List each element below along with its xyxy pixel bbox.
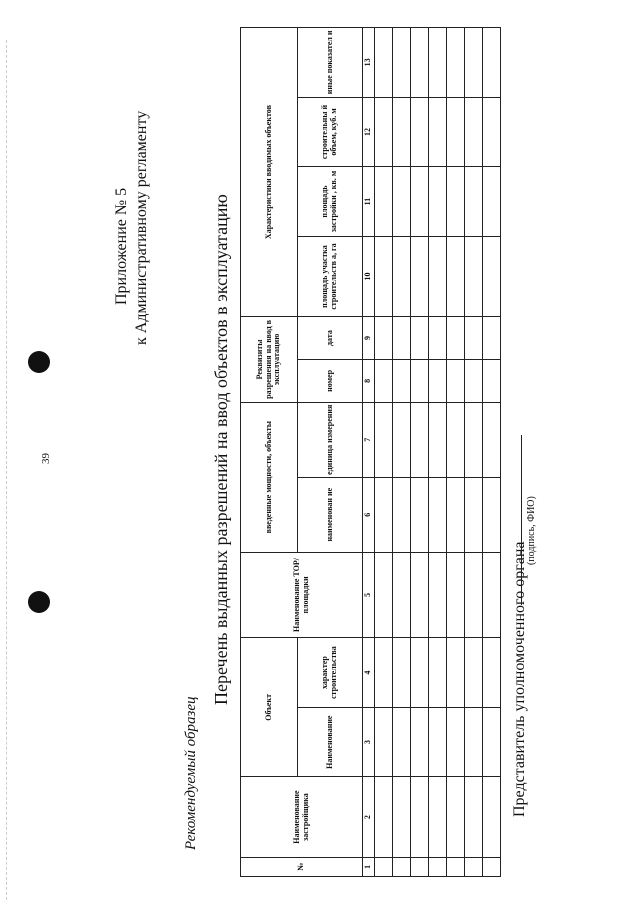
table-cell [429, 552, 447, 638]
header-characteristics: Характеристики вводимых объектов [241, 28, 298, 317]
permits-table [240, 27, 501, 877]
table-row [375, 28, 393, 877]
table-cell [375, 638, 393, 708]
table-cell [393, 402, 411, 477]
table-cell [393, 638, 411, 708]
table-cell [393, 552, 411, 638]
table-cell [465, 857, 483, 876]
table-cell [429, 402, 447, 477]
table-cell [393, 167, 411, 237]
table-row [429, 28, 447, 877]
table-cell [411, 317, 429, 360]
table-cell [447, 402, 465, 477]
header-capacity-unit: единица измерения [298, 402, 363, 477]
table-cell [375, 167, 393, 237]
header-row-1 [241, 28, 298, 877]
header-capacity-name: наименован ие [298, 477, 363, 552]
table-cell [429, 167, 447, 237]
col-number: 11 [363, 167, 375, 237]
table-cell [429, 707, 447, 777]
table-cell [447, 28, 465, 98]
header-building-area: площадь застройки , кв. м [298, 167, 363, 237]
table-cell [465, 638, 483, 708]
table-cell [483, 477, 501, 552]
table-cell [411, 777, 429, 857]
appendix-title: Приложение № 5 [113, 187, 130, 305]
table-cell [393, 707, 411, 777]
signature-line [521, 435, 522, 605]
table-cell [447, 857, 465, 876]
sample-label: Рекомендуемый образец [183, 696, 199, 850]
table-cell [447, 317, 465, 360]
table-cell [483, 552, 501, 638]
table-cell [447, 707, 465, 777]
table-cell [429, 359, 447, 402]
table-cell [483, 97, 501, 167]
header-other: иные показател и [298, 28, 363, 98]
table-cell [465, 552, 483, 638]
col-number: 3 [363, 707, 375, 777]
table-cell [483, 707, 501, 777]
table-cell [447, 236, 465, 316]
table-cell [429, 236, 447, 316]
table-cell [483, 857, 501, 876]
col-number: 12 [363, 97, 375, 167]
table-cell [465, 402, 483, 477]
table-cell [465, 317, 483, 360]
table-cell [375, 477, 393, 552]
table-cell [429, 97, 447, 167]
table-cell [429, 857, 447, 876]
table-cell [411, 477, 429, 552]
table-cell [393, 477, 411, 552]
table-cell [411, 167, 429, 237]
table-cell [465, 707, 483, 777]
table-row [411, 28, 429, 877]
page-number: 39 [40, 453, 52, 464]
representative-label: Представитель уполномоченного органа [511, 541, 528, 817]
table-row [447, 28, 465, 877]
table-cell [393, 28, 411, 98]
table-row [465, 28, 483, 877]
header-capacity: введенные мощности, объекты [241, 402, 298, 552]
table-cell [393, 317, 411, 360]
table-cell [447, 167, 465, 237]
table-cell [483, 777, 501, 857]
col-number: 5 [363, 552, 375, 638]
col-number: 8 [363, 359, 375, 402]
table-cell [411, 638, 429, 708]
table-cell [429, 317, 447, 360]
table-cell [411, 28, 429, 98]
header-no: № [241, 857, 363, 876]
header-permit: Реквизиты разрешения на ввод в эксплуатацию [241, 317, 298, 403]
col-number: 9 [363, 317, 375, 360]
table-cell [465, 28, 483, 98]
table-cell [429, 777, 447, 857]
table-cell [447, 477, 465, 552]
table-cell [411, 236, 429, 316]
table-cell [465, 477, 483, 552]
table-cell [375, 777, 393, 857]
column-number-row [363, 28, 375, 877]
col-number: 2 [363, 777, 375, 857]
header-object: Объект [241, 638, 298, 777]
table-cell [483, 236, 501, 316]
table-cell [447, 777, 465, 857]
table-cell [465, 359, 483, 402]
signature-caption: (подпись, ФИО) [526, 496, 537, 565]
table-cell [375, 707, 393, 777]
table-cell [375, 97, 393, 167]
table-cell [411, 97, 429, 167]
table-cell [393, 857, 411, 876]
table-cell [447, 97, 465, 167]
header-top: Наименование ТОР/площадки [241, 552, 363, 638]
table-cell [393, 359, 411, 402]
table-cell [483, 317, 501, 360]
table-cell [411, 552, 429, 638]
table-cell [447, 638, 465, 708]
table-cell [429, 28, 447, 98]
header-volume: строительны й объем, куб. м [298, 97, 363, 167]
table-cell [483, 402, 501, 477]
table-cell [375, 857, 393, 876]
table-cell [411, 359, 429, 402]
table-cell [465, 236, 483, 316]
table-cell [483, 359, 501, 402]
table-cell [465, 777, 483, 857]
table-cell [393, 97, 411, 167]
table-cell [375, 402, 393, 477]
col-number: 13 [363, 28, 375, 98]
table-row [483, 28, 501, 877]
table-cell [465, 167, 483, 237]
table-cell [447, 359, 465, 402]
table-cell [483, 638, 501, 708]
col-number: 7 [363, 402, 375, 477]
table-cell [429, 477, 447, 552]
header-row-2 [298, 28, 363, 877]
header-object-type: характер строительства [298, 638, 363, 708]
header-permit-date: дата [298, 317, 363, 360]
table-cell [375, 552, 393, 638]
col-number: 4 [363, 638, 375, 708]
table-cell [375, 317, 393, 360]
table-cell [411, 857, 429, 876]
header-site-area: площадь участка строительств а, га [298, 236, 363, 316]
col-number: 10 [363, 236, 375, 316]
table-cell [375, 359, 393, 402]
header-permit-number: номер [298, 359, 363, 402]
table-cell [393, 236, 411, 316]
appendix-reference: к Административному регламенту [133, 110, 150, 345]
table-cell [375, 236, 393, 316]
col-number: 6 [363, 477, 375, 552]
col-number: 1 [363, 857, 375, 876]
table-cell [411, 402, 429, 477]
table-cell [483, 28, 501, 98]
table-cell [393, 777, 411, 857]
document-title: Перечень выданных разрешений на ввод объектов в эксплуатацию [211, 194, 231, 705]
table-cell [411, 707, 429, 777]
table-cell [447, 552, 465, 638]
header-object-name: Наименование [298, 707, 363, 777]
table-cell [483, 167, 501, 237]
table-row [393, 28, 411, 877]
table-cell [375, 28, 393, 98]
table-cell [429, 638, 447, 708]
table-cell [465, 97, 483, 167]
header-developer: Наименование застройщика [241, 777, 363, 857]
